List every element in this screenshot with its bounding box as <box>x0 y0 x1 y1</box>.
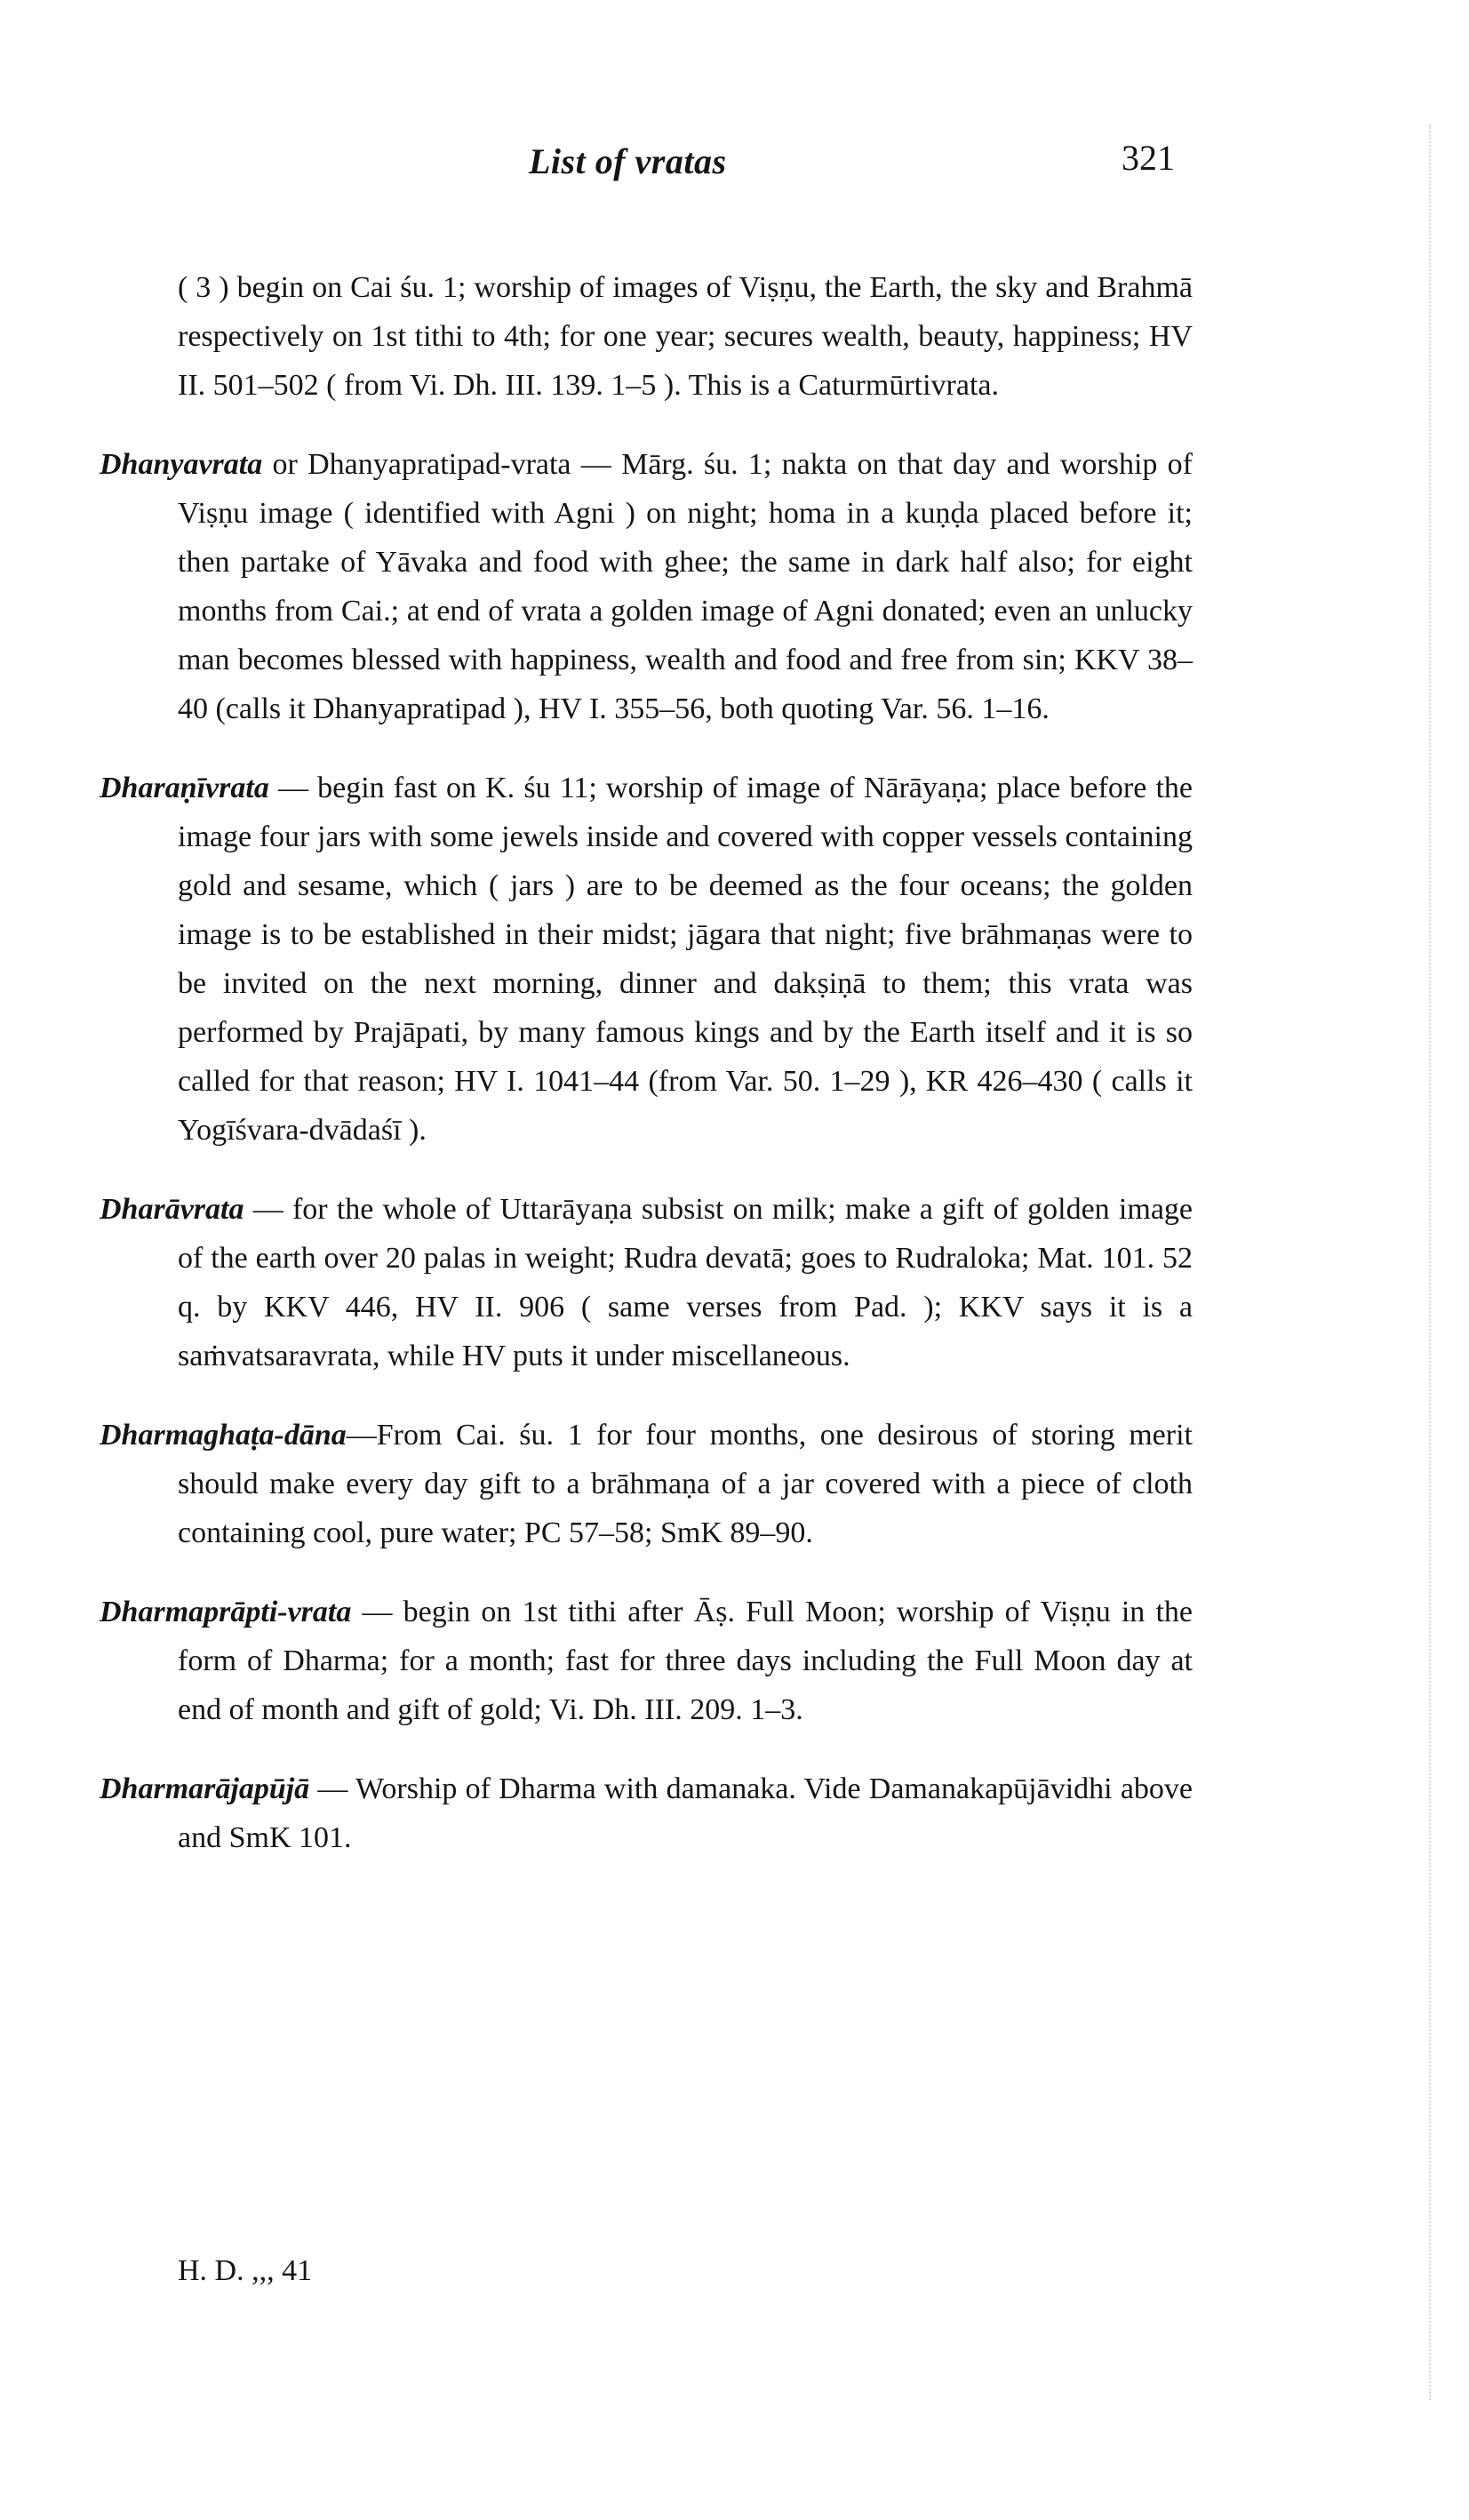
entry-text: — begin fast on K. śu 11; worship of image of Nārāyaṇa; place before the image four jars with some jewels inside and covered with copper vessels containing gold and sesame, which ( jars ) are to be deemed as the four oceans; the golden image is to be established in their midst; jāgara that night; five brāhmaṇas were to be invited on the next morning, dinner and dakṣiṇā to them; this vrata was performed by Prajāpati, by many famous kings and by the Earth itself and it is so called for that reason; HV I. 1041–44 (from Var. 50. 1–29 ), KR 426–430 ( calls it Yogīśvara-dvādaśī ). <box>178 772 1193 1147</box>
entry-headword: Dharaṇīvrata <box>100 772 269 804</box>
entry-text: — Worship of Dharma with damanaka. Vide Damanakapūjāvidhi above and SmK 101. <box>178 1772 1193 1854</box>
entry-headword: Dharāvrata <box>100 1193 244 1226</box>
entry-text: — begin on 1st tithi after Āṣ. Full Moon; worship of Viṣṇu in the form of Dharma; for a month; fast for three days including the Full Moon day at end of month and gift of gold; Vi. Dh. III. 209. 1–3. <box>178 1596 1193 1726</box>
entry-headword: Dharmaghaṭa-dāna <box>100 1419 347 1452</box>
running-title: List of vratas <box>529 141 727 181</box>
entry-dharavrata <box>100 1185 1193 1380</box>
entry-headword: Dhanyavrata <box>100 448 263 481</box>
entry-text: or Dhanyapratipad-vrata — Mārg. śu. 1; nakta on that day and worship of Viṣṇu image ( identified with Agni ) on night; homa in a kuṇḍa placed before it; then partake of Yāvaka and food with ghee; the same in dark half also; for eight months from Cai.; at end of vrata a golden image of Agni donated; even an unlucky man becomes blessed with happiness, wealth and food and free from sin; KKV 38–40 (calls it Dhanyapratipad ), HV I. 355–56, both quoting Var. 56. 1–16. <box>178 448 1193 725</box>
entry-text: — for the whole of Uttarāyaṇa subsist on milk; make a gift of golden image of the earth over 20 palas in weight; Rudra devatā; goes to Rudraloka; Mat. 101. 52 q. by KKV 446, HV II. 906 ( same verses from Pad. ); KKV says it is a saṁvatsaravrata, while HV puts it under miscellaneous. <box>178 1193 1193 1372</box>
page-edge-line <box>1429 124 1432 2400</box>
signature-mark: H. D. ,,, 41 <box>178 2254 313 2287</box>
entry-text: ( 3 ) begin on Cai śu. 1; worship of images of Viṣṇu, the Earth, the sky and Brahmā respectively on 1st tithi to 4th; for one year; secures wealth, beauty, happiness; HV II. 501–502 ( from Vi. Dh. III. 139. 1–5 ). This is a Caturmūrtivrata. <box>178 271 1193 402</box>
entry-headword: Dharmaprāpti-vrata <box>100 1596 352 1628</box>
page-number: 321 <box>1122 138 1175 178</box>
entry-dhanyavrata <box>100 440 1193 733</box>
entry-continuation <box>100 263 1193 410</box>
entry-text: —From Cai. śu. 1 for four months, one desirous of storing merit should make every day gift to a brāhmaṇa of a jar covered with a piece of cloth containing cool, pure water; PC 57–58; SmK 89–90. <box>178 1419 1193 1549</box>
entry-dharanivrata <box>100 764 1193 1155</box>
entries-list <box>100 233 1193 1876</box>
entry-headword: Dharmarājapūjā <box>100 1772 310 1805</box>
entry-dharmarajapuja <box>100 1764 1193 1862</box>
entry-dharmaghata-dana <box>100 1411 1193 1557</box>
page-header <box>0 140 1469 194</box>
entry-dharmaprapti-vrata <box>100 1588 1193 1734</box>
